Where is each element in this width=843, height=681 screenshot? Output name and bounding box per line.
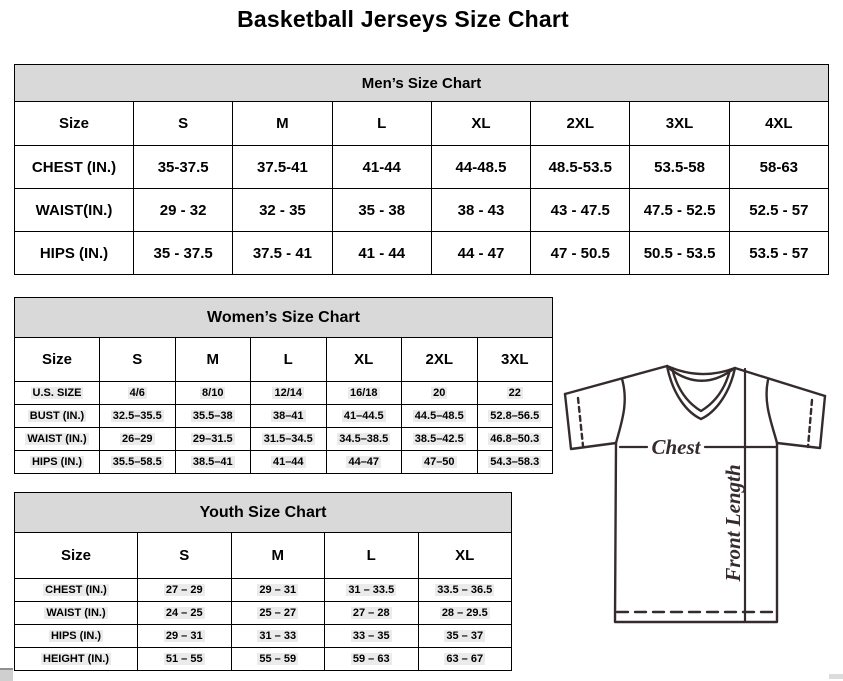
row-label-text: HIPS (IN.)	[31, 456, 83, 468]
column-header: Size	[15, 102, 134, 146]
row-label: WAIST(IN.)	[15, 189, 134, 232]
mens-table-header-band	[15, 65, 829, 102]
size-value: 55 – 59	[231, 648, 325, 671]
size-value: 38.5–41	[175, 451, 251, 474]
jersey-left-sleeve-seam	[616, 379, 625, 443]
column-header: 4XL	[729, 102, 828, 146]
row-label	[15, 382, 100, 405]
size-value: 31.5–34.5	[251, 428, 327, 451]
page-title: Basketball Jerseys Size Chart	[237, 6, 569, 32]
row-label-text: HEIGHT (IN.)	[43, 653, 109, 665]
row-label	[15, 428, 100, 451]
size-value: 58-63	[729, 146, 828, 189]
bottom-left-crop-artifact	[0, 668, 13, 681]
chest-label: Chest	[651, 435, 701, 459]
column-header: 3XL	[477, 338, 553, 382]
size-value: 47.5 - 52.5	[630, 189, 729, 232]
size-value: 35.5–38	[175, 405, 251, 428]
size-value: 28 – 29.5	[418, 602, 512, 625]
mens-size-table	[14, 64, 829, 275]
size-value: 38.5–42.5	[402, 428, 478, 451]
size-value: 12/14	[251, 382, 327, 405]
column-header: S	[134, 102, 233, 146]
womens-table-header-band	[15, 298, 553, 338]
size-value: 41–44	[251, 451, 327, 474]
size-value: 53.5-58	[630, 146, 729, 189]
size-value: 47 - 50.5	[531, 232, 630, 275]
column-header: M	[233, 102, 332, 146]
column-header: 2XL	[402, 338, 478, 382]
size-value: 37.5-41	[233, 146, 332, 189]
size-value: 24 – 25	[138, 602, 232, 625]
youth-table-title: Youth Size Chart	[15, 493, 512, 533]
youth-column-header-row	[15, 533, 512, 579]
size-value: 31 – 33.5	[325, 579, 419, 602]
size-value: 53.5 - 57	[729, 232, 828, 275]
size-value: 37.5 - 41	[233, 232, 332, 275]
size-value: 34.5–38.5	[326, 428, 402, 451]
size-value: 44-48.5	[431, 146, 530, 189]
size-value: 27 – 29	[138, 579, 232, 602]
size-value: 35.5–58.5	[100, 451, 176, 474]
size-value: 29–31.5	[175, 428, 251, 451]
row-label: CHEST (IN.)	[15, 146, 134, 189]
front-length-label: Front Length	[721, 464, 745, 582]
size-value: 47–50	[402, 451, 478, 474]
size-value: 26–29	[100, 428, 176, 451]
size-value: 22	[477, 382, 553, 405]
size-value: 50.5 - 53.5	[630, 232, 729, 275]
size-value: 16/18	[326, 382, 402, 405]
size-value: 32.5–35.5	[100, 405, 176, 428]
jersey-right-sleeve	[777, 396, 825, 448]
size-value: 46.8–50.3	[477, 428, 553, 451]
womens-column-header-row	[15, 338, 553, 382]
size-value: 41-44	[332, 146, 431, 189]
size-value: 29 – 31	[231, 579, 325, 602]
column-header: M	[175, 338, 251, 382]
youth-size-table	[14, 492, 512, 671]
size-value: 43 - 47.5	[531, 189, 630, 232]
row-label	[15, 405, 100, 428]
column-header: XL	[418, 533, 512, 579]
mens-waist-row	[15, 189, 829, 232]
row-label-text: U.S. SIZE	[32, 387, 82, 399]
jersey-left-shoulder	[565, 366, 667, 394]
row-label	[15, 625, 138, 648]
row-label	[15, 648, 138, 671]
jersey-body-outline	[615, 443, 777, 622]
row-label	[15, 579, 138, 602]
size-value: 38 - 43	[431, 189, 530, 232]
size-value: 35 - 38	[332, 189, 431, 232]
youth-waist-row	[15, 602, 512, 625]
size-value: 35 – 37	[418, 625, 512, 648]
column-header: 2XL	[531, 102, 630, 146]
size-value: 52.8–56.5	[477, 405, 553, 428]
column-header: S	[138, 533, 232, 579]
row-label-text: WAIST (IN.)	[46, 607, 106, 619]
jersey-right-sleeve-seam	[767, 380, 777, 443]
size-value: 31 – 33	[231, 625, 325, 648]
womens-bust-row	[15, 405, 553, 428]
size-value: 35-37.5	[134, 146, 233, 189]
womens-hips-row	[15, 451, 553, 474]
womens-waist-row	[15, 428, 553, 451]
jersey-right-shoulder	[735, 368, 825, 396]
size-value: 29 - 32	[134, 189, 233, 232]
womens-us-size-row	[15, 382, 553, 405]
size-value: 35 - 37.5	[134, 232, 233, 275]
youth-height-row	[15, 648, 512, 671]
size-value: 25 – 27	[231, 602, 325, 625]
youth-hips-row	[15, 625, 512, 648]
size-value: 32 - 35	[233, 189, 332, 232]
jersey-measurement-diagram	[552, 356, 843, 636]
size-value: 48.5-53.5	[531, 146, 630, 189]
size-value: 4/6	[100, 382, 176, 405]
size-value: 44 - 47	[431, 232, 530, 275]
column-header: L	[251, 338, 327, 382]
column-header: M	[231, 533, 325, 579]
row-label-text: CHEST (IN.)	[45, 584, 107, 596]
womens-size-table	[14, 297, 553, 474]
womens-table-title: Women’s Size Chart	[15, 298, 553, 338]
column-header: XL	[326, 338, 402, 382]
jersey-right-cuff-dashed-line	[808, 400, 812, 447]
jersey-left-cuff-dashed-line	[578, 398, 583, 446]
youth-chest-row	[15, 579, 512, 602]
jersey-left-sleeve	[565, 394, 616, 449]
row-label-text: WAIST (IN.)	[27, 433, 87, 445]
mens-hips-row	[15, 232, 829, 275]
size-value: 20	[402, 382, 478, 405]
row-label: HIPS (IN.)	[15, 232, 134, 275]
row-label-text: BUST (IN.)	[29, 410, 85, 422]
size-value: 8/10	[175, 382, 251, 405]
bottom-right-crop-artifact	[829, 674, 843, 679]
size-value: 41–44.5	[326, 405, 402, 428]
row-label-text: HIPS (IN.)	[50, 630, 102, 642]
size-value: 44.5–48.5	[402, 405, 478, 428]
column-header: Size	[15, 338, 100, 382]
size-value: 41 - 44	[332, 232, 431, 275]
mens-table-title: Men’s Size Chart	[15, 65, 829, 102]
column-header: XL	[431, 102, 530, 146]
youth-table-header-band	[15, 493, 512, 533]
row-label	[15, 451, 100, 474]
mens-column-header-row	[15, 102, 829, 146]
size-value: 54.3–58.3	[477, 451, 553, 474]
size-value: 51 – 55	[138, 648, 232, 671]
size-value: 29 – 31	[138, 625, 232, 648]
size-value: 63 – 67	[418, 648, 512, 671]
column-header: Size	[15, 533, 138, 579]
mens-chest-row	[15, 146, 829, 189]
size-value: 59 – 63	[325, 648, 419, 671]
column-header: L	[325, 533, 419, 579]
size-value: 27 – 28	[325, 602, 419, 625]
size-value: 33 – 35	[325, 625, 419, 648]
size-value: 44–47	[326, 451, 402, 474]
column-header: 3XL	[630, 102, 729, 146]
size-value: 33.5 – 36.5	[418, 579, 512, 602]
size-value: 52.5 - 57	[729, 189, 828, 232]
size-value: 38–41	[251, 405, 327, 428]
column-header: S	[100, 338, 176, 382]
row-label	[15, 602, 138, 625]
column-header: L	[332, 102, 431, 146]
